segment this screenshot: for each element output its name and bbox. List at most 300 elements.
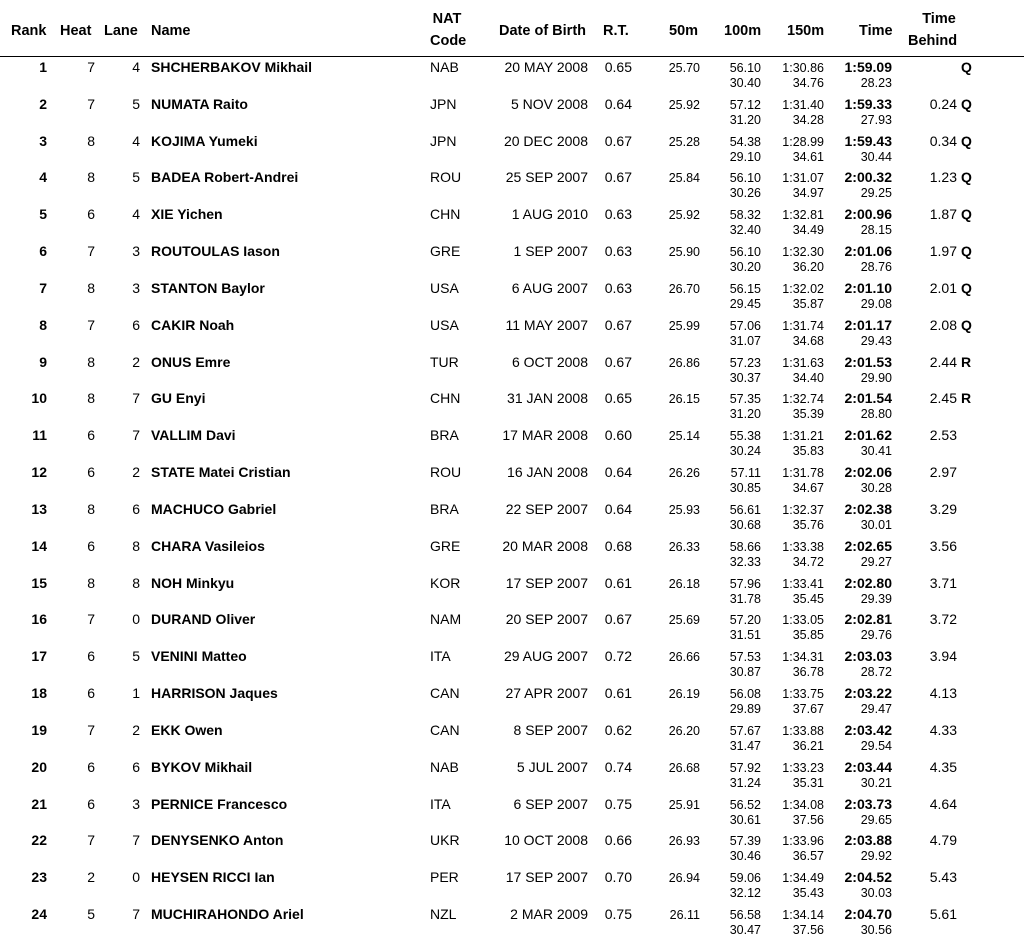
nat-code: CAN bbox=[430, 685, 460, 702]
time-behind: 1.97 bbox=[929, 243, 957, 260]
heat-cell: 8 bbox=[87, 574, 95, 591]
qualification-mark: Q bbox=[961, 132, 972, 149]
qualification-mark: Q bbox=[961, 243, 972, 260]
split-50m: 25.90 bbox=[668, 245, 700, 260]
nat-code: CHN bbox=[430, 390, 461, 407]
split-100m-lap: 30.61 bbox=[729, 812, 761, 827]
reaction-time: 0.64 bbox=[604, 500, 632, 517]
table-row bbox=[0, 462, 1024, 499]
split-150m-lap: 36.78 bbox=[792, 665, 824, 680]
split-150m-lap: 35.39 bbox=[792, 407, 824, 422]
time-behind: 2.53 bbox=[929, 427, 957, 444]
header-split-100m: 100m bbox=[724, 23, 762, 39]
split-100m: 57.12 bbox=[729, 97, 761, 112]
reaction-time: 0.63 bbox=[604, 206, 632, 223]
reaction-time: 0.66 bbox=[604, 832, 632, 849]
rank-cell: 11 bbox=[32, 427, 47, 444]
qualification-mark: R bbox=[961, 390, 972, 407]
final-time: 1:59.43 bbox=[844, 132, 892, 149]
time-behind: 2.97 bbox=[929, 464, 957, 481]
date-of-birth: 8 SEP 2007 bbox=[513, 721, 588, 738]
split-50m: 26.11 bbox=[669, 908, 700, 923]
time-behind: 2.08 bbox=[929, 316, 957, 333]
time-behind: 1.23 bbox=[929, 169, 957, 186]
heat-cell: 7 bbox=[87, 59, 95, 75]
lane-cell: 5 bbox=[132, 169, 140, 186]
date-of-birth: 1 SEP 2007 bbox=[513, 243, 588, 260]
lane-cell: 5 bbox=[132, 648, 140, 665]
swimmer-name: NOH Minkyu bbox=[151, 574, 235, 591]
rank-cell: 16 bbox=[31, 611, 47, 628]
split-150m: 1:30.86 bbox=[782, 61, 824, 75]
final-time: 2:02.65 bbox=[844, 537, 892, 554]
time-behind: 0.24 bbox=[929, 95, 957, 112]
time-behind: 2.01 bbox=[929, 279, 957, 296]
split-50m: 25.70 bbox=[668, 61, 700, 75]
split-150m-lap: 34.28 bbox=[792, 112, 824, 127]
split-200m-lap: 30.44 bbox=[860, 149, 892, 164]
reaction-time: 0.75 bbox=[604, 795, 632, 812]
reaction-time: 0.64 bbox=[604, 464, 632, 481]
rank-cell: 19 bbox=[31, 721, 47, 738]
split-100m-lap: 29.45 bbox=[729, 296, 761, 311]
reaction-time: 0.67 bbox=[604, 316, 632, 333]
final-time: 2:03.42 bbox=[844, 721, 892, 738]
rank-cell: 20 bbox=[31, 758, 47, 775]
nat-code: CAN bbox=[430, 721, 460, 738]
split-100m: 56.58 bbox=[729, 908, 761, 923]
split-150m: 1:33.23 bbox=[782, 760, 824, 775]
split-100m: 57.96 bbox=[729, 576, 761, 591]
heat-cell: 7 bbox=[87, 832, 95, 849]
lane-cell: 7 bbox=[132, 906, 140, 923]
final-time: 2:04.70 bbox=[844, 906, 892, 923]
split-100m-lap: 32.12 bbox=[729, 886, 761, 901]
header-nat-line2: Code bbox=[430, 33, 467, 49]
split-100m: 57.67 bbox=[729, 723, 761, 738]
final-time: 2:01.06 bbox=[844, 243, 892, 260]
table-row bbox=[0, 867, 1024, 904]
lane-cell: 1 bbox=[132, 685, 140, 702]
swimmer-name: DENYSENKO Anton bbox=[151, 832, 284, 849]
swimmer-name: XIE Yichen bbox=[151, 206, 223, 223]
date-of-birth: 5 JUL 2007 bbox=[516, 758, 588, 775]
split-200m-lap: 29.27 bbox=[860, 554, 892, 569]
date-of-birth: 6 SEP 2007 bbox=[513, 795, 588, 812]
split-100m-lap: 30.40 bbox=[729, 76, 761, 90]
final-time: 2:03.22 bbox=[844, 685, 892, 702]
split-150m-lap: 34.67 bbox=[792, 481, 824, 496]
time-behind: 3.56 bbox=[929, 537, 957, 554]
split-150m-lap: 34.76 bbox=[792, 76, 824, 90]
heat-cell: 6 bbox=[87, 427, 95, 444]
lane-cell: 8 bbox=[132, 537, 140, 554]
table-row bbox=[0, 904, 1024, 941]
split-100m: 57.23 bbox=[729, 355, 761, 370]
date-of-birth: 22 SEP 2007 bbox=[505, 500, 588, 517]
final-time: 2:00.96 bbox=[844, 206, 892, 223]
split-100m-lap: 30.68 bbox=[729, 517, 761, 532]
swimmer-name: KOJIMA Yumeki bbox=[151, 132, 258, 149]
split-200m-lap: 30.03 bbox=[860, 886, 892, 901]
split-150m: 1:32.81 bbox=[782, 208, 824, 223]
nat-code: ITA bbox=[430, 648, 451, 665]
split-150m: 1:32.37 bbox=[782, 502, 824, 517]
date-of-birth: 20 MAY 2008 bbox=[504, 59, 588, 75]
split-100m-lap: 30.26 bbox=[729, 186, 761, 201]
swimmer-name: HARRISON Jaques bbox=[151, 685, 278, 702]
time-behind: 0.34 bbox=[929, 132, 957, 149]
header-date-of-birth: Date of Birth bbox=[499, 23, 586, 39]
table-row bbox=[0, 683, 1024, 720]
rank-cell: 9 bbox=[39, 353, 47, 370]
rank-cell: 13 bbox=[31, 500, 47, 517]
nat-code: ROU bbox=[430, 464, 462, 481]
heat-cell: 8 bbox=[87, 353, 95, 370]
split-150m: 1:34.14 bbox=[782, 908, 824, 923]
split-100m-lap: 30.87 bbox=[729, 665, 761, 680]
heat-cell: 8 bbox=[87, 169, 95, 186]
nat-code: JPN bbox=[430, 95, 457, 112]
split-100m-lap: 30.85 bbox=[729, 481, 761, 496]
lane-cell: 7 bbox=[132, 427, 140, 444]
rank-cell: 18 bbox=[31, 685, 47, 702]
table-row bbox=[0, 278, 1024, 315]
heat-cell: 7 bbox=[87, 95, 95, 112]
time-behind: 4.13 bbox=[929, 685, 957, 702]
split-100m-lap: 31.07 bbox=[729, 333, 761, 348]
heat-cell: 8 bbox=[87, 279, 95, 296]
lane-cell: 2 bbox=[132, 353, 140, 370]
results-table-header bbox=[0, 0, 1024, 56]
lane-cell: 6 bbox=[132, 758, 140, 775]
final-time: 2:02.38 bbox=[844, 500, 892, 517]
heat-cell: 5 bbox=[87, 906, 95, 923]
split-100m-lap: 31.24 bbox=[729, 775, 761, 790]
swimmer-name: VALLIM Davi bbox=[151, 427, 236, 444]
split-100m-lap: 29.10 bbox=[729, 149, 761, 164]
final-time: 2:02.80 bbox=[844, 574, 892, 591]
reaction-time: 0.63 bbox=[604, 243, 632, 260]
split-150m: 1:34.31 bbox=[782, 650, 824, 665]
lane-cell: 7 bbox=[132, 832, 140, 849]
header-split-50m: 50m bbox=[669, 23, 699, 39]
date-of-birth: 17 MAR 2008 bbox=[502, 427, 588, 444]
final-time: 2:02.06 bbox=[844, 464, 892, 481]
lane-cell: 2 bbox=[132, 464, 140, 481]
qualification-mark: Q bbox=[961, 169, 972, 186]
split-150m-lap: 36.20 bbox=[792, 260, 824, 275]
reaction-time: 0.61 bbox=[604, 685, 632, 702]
time-behind: 3.71 bbox=[929, 574, 957, 591]
final-time: 2:00.32 bbox=[844, 169, 892, 186]
rank-cell: 7 bbox=[39, 279, 47, 296]
split-100m-lap: 30.46 bbox=[729, 849, 761, 864]
split-150m-lap: 36.57 bbox=[792, 849, 824, 864]
rank-cell: 6 bbox=[39, 243, 47, 260]
swimmer-name: STANTON Baylor bbox=[151, 279, 265, 296]
split-150m: 1:28.99 bbox=[782, 134, 824, 149]
split-50m: 26.20 bbox=[668, 723, 700, 738]
nat-code: UKR bbox=[430, 832, 460, 849]
reaction-time: 0.67 bbox=[604, 611, 632, 628]
split-150m-lap: 36.21 bbox=[792, 738, 824, 753]
qualification-mark: Q bbox=[961, 95, 972, 112]
lane-cell: 0 bbox=[132, 869, 140, 886]
split-200m-lap: 30.01 bbox=[860, 517, 892, 532]
time-behind: 3.94 bbox=[929, 648, 957, 665]
reaction-time: 0.61 bbox=[604, 574, 632, 591]
split-150m: 1:31.78 bbox=[782, 466, 824, 481]
final-time: 2:03.73 bbox=[844, 795, 892, 812]
split-50m: 25.99 bbox=[668, 318, 700, 333]
split-200m-lap: 29.90 bbox=[860, 370, 892, 385]
swimmer-name: BADEA Robert-Andrei bbox=[151, 169, 299, 186]
split-150m-lap: 37.67 bbox=[792, 702, 824, 717]
rank-cell: 10 bbox=[31, 390, 47, 407]
rank-cell: 23 bbox=[31, 869, 47, 886]
lane-cell: 7 bbox=[132, 390, 140, 407]
rank-cell: 3 bbox=[39, 132, 47, 149]
final-time: 2:02.81 bbox=[844, 611, 892, 628]
table-row bbox=[0, 830, 1024, 867]
date-of-birth: 11 MAY 2007 bbox=[505, 316, 588, 333]
reaction-time: 0.65 bbox=[604, 59, 632, 75]
split-100m: 56.52 bbox=[729, 797, 761, 812]
swimmer-name: ONUS Emre bbox=[151, 353, 231, 370]
reaction-time: 0.63 bbox=[604, 279, 632, 296]
split-50m: 26.70 bbox=[668, 281, 700, 296]
split-100m-lap: 31.20 bbox=[729, 407, 761, 422]
lane-cell: 6 bbox=[132, 316, 140, 333]
split-100m: 59.06 bbox=[729, 871, 761, 886]
time-behind: 2.44 bbox=[929, 353, 957, 370]
time-behind: 5.61 bbox=[929, 906, 957, 923]
split-100m-lap: 31.51 bbox=[729, 628, 761, 643]
split-100m: 57.53 bbox=[729, 650, 761, 665]
date-of-birth: 6 AUG 2007 bbox=[511, 279, 588, 296]
nat-code: ITA bbox=[430, 795, 451, 812]
split-50m: 26.66 bbox=[668, 650, 700, 665]
time-behind: 4.33 bbox=[929, 721, 957, 738]
nat-code: CHN bbox=[430, 206, 461, 223]
split-150m: 1:34.08 bbox=[782, 797, 824, 812]
nat-code: KOR bbox=[430, 574, 461, 591]
reaction-time: 0.64 bbox=[604, 95, 632, 112]
nat-code: USA bbox=[430, 279, 459, 296]
qualification-mark: R bbox=[961, 353, 972, 370]
split-100m: 57.92 bbox=[729, 760, 761, 775]
heat-cell: 6 bbox=[87, 537, 95, 554]
table-row bbox=[0, 352, 1024, 389]
split-200m-lap: 30.28 bbox=[860, 481, 892, 496]
date-of-birth: 10 OCT 2008 bbox=[504, 832, 588, 849]
split-100m: 57.39 bbox=[729, 834, 761, 849]
split-150m-lap: 35.85 bbox=[792, 628, 824, 643]
split-200m-lap: 29.92 bbox=[860, 849, 892, 864]
lane-cell: 4 bbox=[132, 132, 140, 149]
split-150m-lap: 35.45 bbox=[792, 591, 824, 606]
split-100m: 56.08 bbox=[729, 687, 761, 702]
rank-cell: 2 bbox=[39, 95, 47, 112]
final-time: 1:59.33 bbox=[844, 95, 892, 112]
split-200m-lap: 29.54 bbox=[860, 738, 892, 753]
date-of-birth: 29 AUG 2007 bbox=[503, 648, 588, 665]
rank-cell: 24 bbox=[31, 906, 47, 923]
split-150m-lap: 34.40 bbox=[792, 370, 824, 385]
heat-cell: 8 bbox=[87, 390, 95, 407]
swimmer-name: MUCHIRAHONDO Ariel bbox=[151, 906, 304, 923]
date-of-birth: 5 NOV 2008 bbox=[510, 95, 588, 112]
table-row bbox=[0, 573, 1024, 610]
split-100m-lap: 32.33 bbox=[729, 554, 761, 569]
reaction-time: 0.70 bbox=[604, 869, 632, 886]
split-100m: 54.38 bbox=[729, 134, 761, 149]
table-row bbox=[0, 167, 1024, 204]
date-of-birth: 2 MAR 2009 bbox=[510, 906, 588, 923]
final-time: 2:01.17 bbox=[844, 316, 892, 333]
split-200m-lap: 30.41 bbox=[860, 444, 892, 459]
split-100m-lap: 30.47 bbox=[729, 923, 761, 938]
split-100m-lap: 31.47 bbox=[729, 738, 761, 753]
header-time-behind-line1: Time bbox=[922, 11, 956, 27]
split-200m-lap: 29.25 bbox=[860, 186, 892, 201]
split-100m: 58.66 bbox=[729, 539, 761, 554]
heat-cell: 8 bbox=[87, 132, 95, 149]
split-50m: 26.15 bbox=[668, 392, 700, 407]
split-100m: 56.10 bbox=[729, 245, 761, 260]
split-200m-lap: 29.76 bbox=[860, 628, 892, 643]
swimmer-name: EKK Owen bbox=[151, 721, 223, 738]
nat-code: ROU bbox=[430, 169, 462, 186]
split-150m: 1:33.88 bbox=[782, 723, 824, 738]
nat-code: BRA bbox=[430, 427, 459, 444]
nat-code: NAB bbox=[430, 59, 459, 75]
rank-cell: 21 bbox=[31, 795, 47, 812]
lane-cell: 3 bbox=[132, 243, 140, 260]
table-row bbox=[0, 646, 1024, 683]
nat-code: JPN bbox=[430, 132, 457, 149]
split-100m-lap: 31.78 bbox=[729, 591, 761, 606]
reaction-time: 0.74 bbox=[604, 758, 632, 775]
split-100m: 57.06 bbox=[729, 318, 761, 333]
date-of-birth: 17 SEP 2007 bbox=[505, 574, 588, 591]
split-50m: 25.92 bbox=[668, 208, 700, 223]
split-150m-lap: 37.56 bbox=[792, 923, 824, 938]
reaction-time: 0.67 bbox=[604, 132, 632, 149]
swimmer-name: CHARA Vasileios bbox=[151, 537, 265, 554]
final-time: 2:01.53 bbox=[844, 353, 892, 370]
split-150m: 1:31.63 bbox=[782, 355, 824, 370]
time-behind: 4.35 bbox=[929, 758, 957, 775]
table-row bbox=[0, 204, 1024, 241]
qualification-mark: Q bbox=[961, 59, 972, 75]
split-50m: 26.86 bbox=[668, 355, 700, 370]
rank-cell: 4 bbox=[39, 169, 47, 186]
heat-cell: 6 bbox=[87, 206, 95, 223]
nat-code: TUR bbox=[430, 353, 459, 370]
qualification-mark: Q bbox=[961, 279, 972, 296]
header-time: Time bbox=[859, 23, 893, 39]
split-100m: 56.15 bbox=[729, 281, 761, 296]
date-of-birth: 1 AUG 2010 bbox=[511, 206, 588, 223]
lane-cell: 4 bbox=[132, 206, 140, 223]
reaction-time: 0.65 bbox=[604, 390, 632, 407]
rank-cell: 15 bbox=[31, 574, 47, 591]
heat-cell: 6 bbox=[87, 795, 95, 812]
nat-code: BRA bbox=[430, 500, 459, 517]
swimmer-name: HEYSEN RICCI Ian bbox=[151, 869, 275, 886]
split-200m-lap: 29.65 bbox=[860, 812, 892, 827]
reaction-time: 0.62 bbox=[604, 721, 632, 738]
split-150m-lap: 34.49 bbox=[792, 223, 824, 238]
split-100m-lap: 29.89 bbox=[729, 702, 761, 717]
split-50m: 26.26 bbox=[668, 466, 700, 481]
split-200m-lap: 29.08 bbox=[860, 296, 892, 311]
nat-code: NAB bbox=[430, 758, 459, 775]
split-200m-lap: 27.93 bbox=[860, 112, 892, 127]
swimmer-name: CAKIR Noah bbox=[151, 316, 235, 333]
header-reaction-time: R.T. bbox=[603, 23, 629, 39]
lane-cell: 0 bbox=[132, 611, 140, 628]
lane-cell: 5 bbox=[132, 95, 140, 112]
swimmer-name: DURAND Oliver bbox=[151, 611, 256, 628]
split-50m: 25.14 bbox=[668, 429, 700, 444]
table-row bbox=[0, 57, 1024, 94]
split-100m: 57.20 bbox=[729, 613, 761, 628]
split-150m: 1:32.74 bbox=[782, 392, 824, 407]
split-200m-lap: 30.56 bbox=[860, 923, 892, 938]
final-time: 2:01.10 bbox=[844, 279, 892, 296]
reaction-time: 0.72 bbox=[604, 648, 632, 665]
split-150m: 1:32.30 bbox=[782, 245, 824, 260]
swimmer-name: GU Enyi bbox=[151, 390, 206, 407]
split-50m: 25.84 bbox=[668, 171, 700, 186]
qualification-mark: Q bbox=[961, 206, 972, 223]
nat-code: NAM bbox=[430, 611, 462, 628]
rank-cell: 14 bbox=[31, 537, 47, 554]
table-row bbox=[0, 94, 1024, 131]
time-behind: 4.79 bbox=[929, 832, 957, 849]
split-150m-lap: 34.72 bbox=[792, 554, 824, 569]
heat-cell: 6 bbox=[87, 648, 95, 665]
split-100m: 56.61 bbox=[729, 502, 761, 517]
time-behind: 5.43 bbox=[929, 869, 957, 886]
split-150m: 1:31.07 bbox=[782, 171, 824, 186]
split-50m: 25.93 bbox=[668, 502, 700, 517]
table-row bbox=[0, 757, 1024, 794]
swimmer-name: SHCHERBAKOV Mikhail bbox=[151, 59, 313, 75]
nat-code: PER bbox=[430, 869, 459, 886]
final-time: 2:01.62 bbox=[844, 427, 892, 444]
split-200m-lap: 30.21 bbox=[860, 775, 892, 790]
date-of-birth: 20 MAR 2008 bbox=[502, 537, 588, 554]
split-150m: 1:32.02 bbox=[782, 281, 824, 296]
table-row bbox=[0, 388, 1024, 425]
date-of-birth: 16 JAN 2008 bbox=[507, 464, 588, 481]
time-behind: 2.45 bbox=[929, 390, 957, 407]
split-150m-lap: 35.43 bbox=[792, 886, 824, 901]
split-100m-lap: 30.24 bbox=[729, 444, 761, 459]
split-150m-lap: 35.83 bbox=[792, 444, 824, 459]
split-200m-lap: 28.23 bbox=[860, 76, 892, 90]
split-150m-lap: 35.76 bbox=[792, 517, 824, 532]
split-100m-lap: 30.20 bbox=[729, 260, 761, 275]
final-time: 1:59.09 bbox=[844, 59, 892, 75]
heat-cell: 6 bbox=[87, 685, 95, 702]
split-150m-lap: 34.61 bbox=[792, 149, 824, 164]
split-100m-lap: 32.40 bbox=[729, 223, 761, 238]
